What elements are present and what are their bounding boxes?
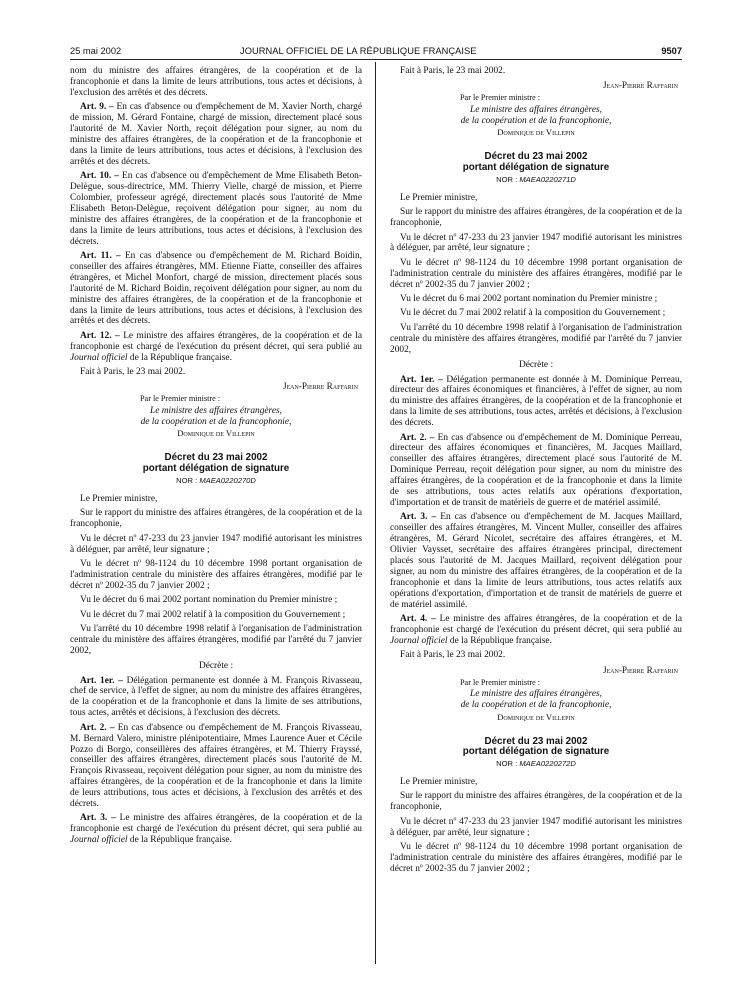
minister-name: Dominique de Villepin	[497, 711, 575, 722]
article-text: de la République française.	[127, 835, 232, 846]
preamble: Sur le rapport du ministre des affaires étrangères, de la coopération et de la francophonie,	[390, 207, 682, 229]
article-text: En cas d'absence ou d'empêchement de M. Dominique Perreau, directeur des affaires économiques et financières, M. Jacques Maillard, conseiller des affaires étrangères, directement placé sous l'autorité de M. Dominique Perreau, reçoit délégation pour signer, au nom du ministre des affaires étrangères, de la coopération et de la francophonie et dans la limite de ses attributions, tous actes relatifs aux opérations d'exportation, d'importation et de transit de matériels de guerre et de matériel assimilé.	[390, 432, 683, 508]
decree-title: Décret du 23 mai 2002	[484, 735, 588, 747]
place-date: Fait à Paris, le 23 mai 2002.	[400, 650, 506, 661]
visa: Vu le décret du 6 mai 2002 portant nomination du Premier ministre ;	[400, 294, 658, 305]
nor-reference	[390, 175, 682, 186]
nor-code: MAEA0220271D	[519, 174, 576, 184]
page-header	[70, 45, 682, 60]
article-12	[70, 331, 362, 364]
visa: Vu le décret nº 47-233 du 23 janvier 1947 modifié autorisant les ministres à déléguer, par arrêté, leur signature ;	[70, 533, 362, 555]
paragraph-continuation: nom du ministre des affaires étrangères, de la coopération et de la francophonie et dans la limite de leurs attributions, tous actes et décisions, à l'exclusion des arrêtés et des décrets.	[70, 66, 362, 98]
visa: Vu l'arrêté du 10 décembre 1998 relatif à l'organisation de l'administration centrale du ministère des affaires étrangères, modifié par l'arrêté du 7 janvier 2002,	[390, 322, 682, 355]
decree-subtitle: portant délégation de signature	[462, 162, 610, 174]
page-number: 9507	[661, 46, 682, 56]
article-11	[70, 251, 362, 327]
article-text: de la République française.	[447, 635, 552, 646]
nor-label: NOR :	[176, 475, 200, 485]
visa: Vu le décret nº 98-1124 du 10 décembre 1998 portant organisation de l'administration centrale du ministère des affaires étrangères, modifié par le décret nº 2002-35 du 7 janvier 2002 ;	[390, 257, 682, 290]
article-10	[70, 171, 362, 247]
article-text: Le ministre des affaires étrangères, de la coopération et de la francophonie est chargé de l'exécution du présent décret, qui sera publié au	[390, 614, 682, 635]
article-text: Délégation permanente est donnée à M. Dominique Perreau, directeur des affaires économiques et financières, à l'effet de signer, au nom du ministre des affaires étrangères, de la coopération et de la francophonie et dans la limite de ses attributions, tous actes, arrêtés et décisions, à l'exclusion des décrets.	[390, 374, 682, 429]
right-column	[390, 66, 682, 878]
premier-ministre-line: Par le Premier ministre :	[140, 394, 221, 404]
place-date: Fait à Paris, le 23 mai 2002.	[80, 367, 186, 378]
nor-code: MAEA0220272D	[519, 759, 576, 769]
article-text: Délégation permanente est donnée à M. François Rivasseau, chef de service, à l'effet de signer, au nom du ministre des affaires étrangères, de la coopération et de la francophonie et dans la limite de ses attributions, tous actes, arrêtés et décisions, à l'exclusion des décrets.	[70, 675, 363, 719]
place-date: Fait à Paris, le 23 mai 2002.	[400, 66, 506, 76]
minister-title: de la coopération et de la francophonie,	[140, 416, 292, 427]
article-2	[390, 433, 682, 509]
article-text: En cas d'absence ou d'empêchement de M. Richard Boidin, conseiller des affaires étrangères, MM. Etienne Fiatte, conseiller des affaires étrangères, et Michel Monfort, chargé de mission, directement placés sous l'autorité de M. Richard Boidin, reçoivent délégation pour signer, au nom du ministre des affaires étrangères, de la coopération et de la francophonie et dans la limite de leurs attributions, tous actes et décisions, à l'exclusion des arrêtés et des décrets.	[70, 251, 363, 327]
nor-code: MAEA0220270D	[199, 475, 256, 485]
journal-officiel-italic: Journal officiel	[70, 352, 128, 363]
article-text: En cas d'absence ou d'empêchement de Mme Elisabeth Beton-Delègue, sous-directrice, MM. Thierry Vielle, chargé de mission, et Pierre Colombier, professeur agrégé, directement placés sous l'autorité de Mme Elisabeth Beton-Delègue, reçoivent délégation pour signer, au nom du ministre des affaires étrangères, de la coopération et de la francophonie et dans la limite de leurs attributions, tous actes et décisions, à l'exclusion des décrets.	[70, 171, 362, 247]
header-date: 25 mai 2002	[70, 46, 122, 56]
article-label: Art. 2. –	[400, 432, 435, 443]
nor-label: NOR :	[496, 174, 520, 184]
visa: Vu le décret du 6 mai 2002 portant nomination du Premier ministre ;	[80, 595, 338, 606]
signatory: Jean-Pierre Raffarin	[282, 381, 358, 392]
visa: Vu le décret nº 98-1124 du 10 décembre 1998 portant organisation de l'administration centrale du ministère des affaires étrangères, modifié par le décret nº 2002-35 du 7 janvier 2002 ;	[390, 842, 682, 874]
decrete-heading: Décrète :	[518, 359, 554, 370]
article-label: Art. 3. –	[80, 813, 116, 824]
article-label: Art. 11. –	[80, 251, 121, 261]
preamble: Sur le rapport du ministre des affaires étrangères, de la coopération et de la francophonie,	[390, 791, 682, 813]
premier-ministre-line: Par le Premier ministre :	[460, 93, 541, 103]
article-text: En cas d'absence ou d'empêchement de M. François Rivasseau, M. Bernard Valero, ministre plénipotentiaire, Mmes Laurence Auer et Cécile Pozzo di Borgo, conseillères des affaires étrangères, et M. Thierry Frayssé, conseiller des affaires étrangères, directement placés sous l'autorité de M. François Rivasseau, reçoivent délégation pour signer, au nom du ministre des affaires étrangères, de la coopération et de la francophonie et dans la limite de leurs attributions, tous actes et décisions, à l'exclusion des arrêtés et des décrets.	[70, 722, 362, 810]
article-label: Art. 12. –	[80, 330, 120, 341]
article-label: Art. 2. –	[80, 722, 115, 733]
journal-officiel-italic: Journal officiel	[70, 835, 128, 846]
article-9	[70, 102, 362, 167]
decree-subtitle: portant délégation de signature	[142, 463, 290, 475]
visa: Vu le décret nº 47-233 du 23 janvier 1947 modifié autorisant les ministres à déléguer, par arrêté, leur signature ;	[390, 232, 682, 254]
article-3	[390, 512, 682, 610]
column-divider	[375, 62, 376, 964]
visa: Vu le décret du 7 mai 2002 relatif à la composition du Gouvernement ;	[80, 609, 346, 620]
nor-label: NOR :	[496, 759, 520, 769]
nor-reference	[390, 759, 682, 770]
signatory: Jean-Pierre Raffarin	[602, 80, 678, 91]
minister-name: Dominique de Villepin	[497, 127, 575, 138]
article-label: Art. 10. –	[80, 171, 119, 182]
article-4	[390, 614, 682, 647]
decree-title: Décret du 23 mai 2002	[164, 452, 268, 464]
article-text: Le ministre des affaires étrangères, de la coopération et de la francophonie est chargé de l'exécution du présent décret, qui sera publié au	[70, 813, 362, 835]
signatory: Jean-Pierre Raffarin	[602, 664, 678, 675]
article-label: Art. 1er. –	[400, 374, 443, 385]
visa: Vu le décret nº 98-1124 du 10 décembre 1998 portant organisation de l'administration centrale du ministère des affaires étrangères, modifié par le décret nº 2002-35 du 7 janvier 2002 ;	[70, 558, 362, 591]
article-label: Art. 4. –	[400, 614, 436, 625]
preamble: Le Premier ministre,	[400, 192, 478, 203]
article-3	[70, 813, 362, 846]
minister-title: de la coopération et de la francophonie,	[460, 700, 612, 711]
article-label: Art. 3. –	[400, 512, 437, 523]
minister-title: Le ministre des affaires étrangères,	[469, 689, 603, 700]
article-2	[70, 723, 362, 810]
visa: Vu le décret nº 47-233 du 23 janvier 1947 modifié autorisant les ministres à déléguer, par arrêté, leur signature ;	[390, 816, 682, 838]
preamble: Le Premier ministre,	[400, 777, 478, 788]
article-1	[70, 676, 362, 720]
premier-ministre-line: Par le Premier ministre :	[460, 677, 541, 687]
decree-subtitle: portant délégation de signature	[462, 746, 610, 758]
article-label: Art. 1er. –	[80, 675, 123, 686]
nor-reference	[70, 476, 362, 487]
minister-name: Dominique de Villepin	[177, 428, 255, 439]
journal-officiel-italic: Journal officiel	[390, 635, 448, 646]
visa: Vu l'arrêté du 10 décembre 1998 relatif à l'organisation de l'administration centrale du ministère des affaires étrangères, modifié par l'arrêté du 7 janvier 2002,	[70, 623, 362, 656]
article-label: Art. 9. –	[80, 102, 114, 113]
preamble: Le Premier ministre,	[80, 493, 158, 504]
article-text: En cas d'absence ou d'empêchement de M. Jacques Maillard, conseiller des affaires étrangères, M. Vincent Muller, conseiller des affaires étrangères, M. Gérard Nicolet, secrétaire des affaires étrangères, et M. Olivier Vaysset, secrétaire des affaires étrangères principal, directement placés sous l'autorité de M. Jacques Maillard, reçoivent délégation pour signer, au nom du ministre des affaires étrangères, de la coopération et de la francophonie et dans la limite de leurs attributions, tous actes relatifs aux opérations d'exportation, d'importation et de transit de matériels de guerre et de matériel assimilé.	[390, 512, 683, 610]
left-column	[70, 66, 362, 850]
minister-title: Le ministre des affaires étrangères,	[149, 406, 283, 417]
minister-title: de la coopération et de la francophonie,	[460, 115, 612, 126]
article-1	[390, 375, 682, 430]
article-text: Le ministre des affaires étrangères, de la coopération et de la francophonie est chargé de l'exécution du présent décret, qui sera publié au	[70, 330, 362, 352]
decrete-heading: Décrète :	[198, 660, 234, 671]
decree-title: Décret du 23 mai 2002	[484, 151, 588, 163]
minister-title: Le ministre des affaires étrangères,	[469, 105, 603, 116]
article-text: de la République française.	[127, 352, 232, 363]
article-text: En cas d'absence ou d'empêchement de M. Xavier North, chargé de mission, M. Gérard Fontaine, chargé de mission, directement placé sous l'autorité de M. Xavier North, reçoit délégation pour signer, au nom du ministre des affaires étrangères, de la coopération et de la francophonie et dans la limite de leurs attributions, tous actes et décisions, à l'exclusion des arrêtés et des décrets.	[70, 102, 362, 167]
visa: Vu le décret du 7 mai 2002 relatif à la composition du Gouvernement ;	[400, 308, 666, 319]
journal-title: JOURNAL OFFICIEL DE LA RÉPUBLIQUE FRANÇAISE	[240, 46, 477, 56]
preamble: Sur le rapport du ministre des affaires étrangères, de la coopération et de la francophonie,	[70, 508, 362, 530]
